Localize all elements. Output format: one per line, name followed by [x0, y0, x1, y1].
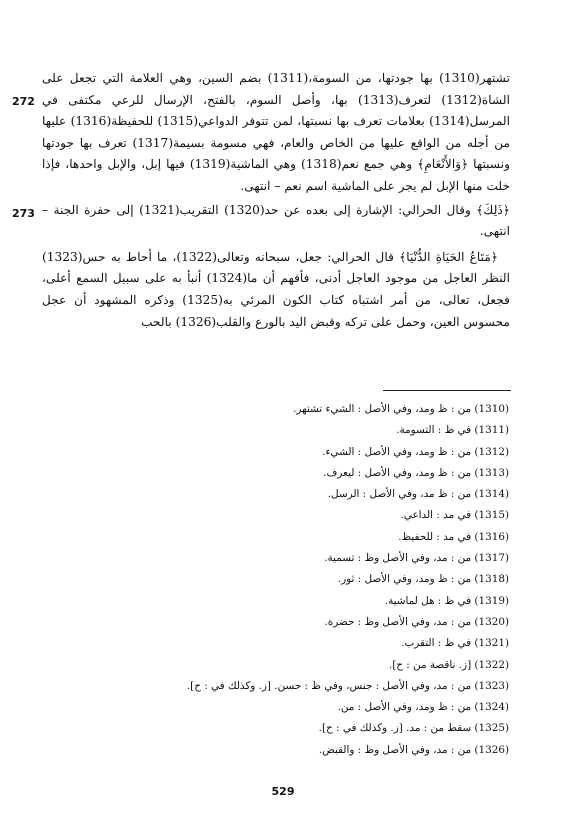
- footnote: (1321) في ظ : التقرب.: [401, 637, 509, 650]
- footnote: (1322) [ز. ناقصة من : ح].: [388, 658, 509, 671]
- footnote: (1320) من : مد، وفي الأصل وظ : حضرة.: [324, 615, 509, 628]
- footnotes-list: [186, 399, 509, 761]
- footnote: (1317) من : مد، وفي الأصل وظ : تسمية.: [324, 552, 509, 565]
- marginal-number-273: 273: [12, 206, 35, 220]
- paragraph-272: [12, 68, 511, 198]
- page-number: 529: [271, 785, 295, 798]
- footnote-divider: [383, 390, 511, 391]
- footnote: (1325) سقط من : مد. [ز. وكذلك في : ح].: [318, 722, 509, 735]
- footnote: (1310) من : ظ ومد، وفي الأصل : الشيء تشتهر.: [293, 403, 509, 415]
- paragraph-text: ﴿مَتَاعُ الحَيَاةِ الدُّنْيَا﴾ قال الحرالي: جعل، سبحانه وتعالى(1322)، ما أحاط به حس(1323) النظر العاجل من موجود العاجل أدنى، فأفهم أن ما(1324) أنبأ به على سبيل السمع أعلى، فجعل، تعالى، من أمر اشتباه كتاب الكون المرئي به(1325) وذكره المشهود أن عجل محسوس العين، وحمل على تركه وقبض اليد بالورع والقلب(1326) بالحب: [42, 249, 511, 329]
- marginal-number-272: 272: [12, 95, 35, 108]
- footnote: (1316) في مد : للحفيظ.: [398, 530, 509, 543]
- paragraph-273: [12, 200, 510, 243]
- footnote: (1319) في ظ : هل لماشية.: [384, 594, 509, 607]
- footnote: (1314) من : ظ مد، وفي الأصل : الرسل.: [327, 488, 509, 501]
- footnote: (1323) من : مد، وفي الأصل : جنس، وفي ظ : حسن. [ز. وكذلك في : ح].: [186, 679, 509, 692]
- footnote: (1312) من : ظ ومد، وفي الأصل : الشيء.: [322, 445, 509, 458]
- footnote: (1326) من : مد، وفي الأصل وظ : والقبض.: [318, 743, 509, 756]
- main-text: [12, 68, 511, 333]
- footnote: (1324) من : ظ ومد، وفي الأصل : من.: [337, 701, 509, 714]
- paragraph-matau: [42, 247, 510, 333]
- footnote: (1311) في ظ : التسومة.: [396, 424, 509, 437]
- paragraph-text: تشتهر(1310) بها جودتها، من السومة،(1311) بضم السين، وهي العلامة التي تجعل على الشاة(1312) لتعرف(1313) بها، وأصل السوم، بالفتح، الإرسال للرعي مكتفى في المرسل(1314) بعلامات تعرف بها نسبتها، لمن تتوفر الدواعي(1315) للحفيظة(1316) عليها من أجله من الواقع عليها من الخاص والعام، فهي مسومة بسيمة(1317) تعرف بها جودتها ونسبتها ﴿وَالأَنْعَامِ﴾ وهي جمع نعم(1318) وهي الماشية(1319) فيها إبل، والإبل واحدها، فإذا خلت منها الإبل لم يجر على الماشية اسم نعم – انتهى.: [42, 71, 511, 193]
- footnote: (1318) من : ظ ومد، وفي الأصل : ثور.: [337, 573, 509, 586]
- footnote: (1315) في مد : الداعي.: [400, 509, 509, 522]
- footnote: (1313) من : ظ ومد، وفي الأصل : ليعرف.: [323, 466, 509, 479]
- paragraph-text: ﴿ذَلِكَ﴾ وقال الحرالي: الإشارة إلى بعده عن حد(1320) التقريب(1321) إلى حفرة الجنة – انتهى.: [42, 202, 510, 239]
